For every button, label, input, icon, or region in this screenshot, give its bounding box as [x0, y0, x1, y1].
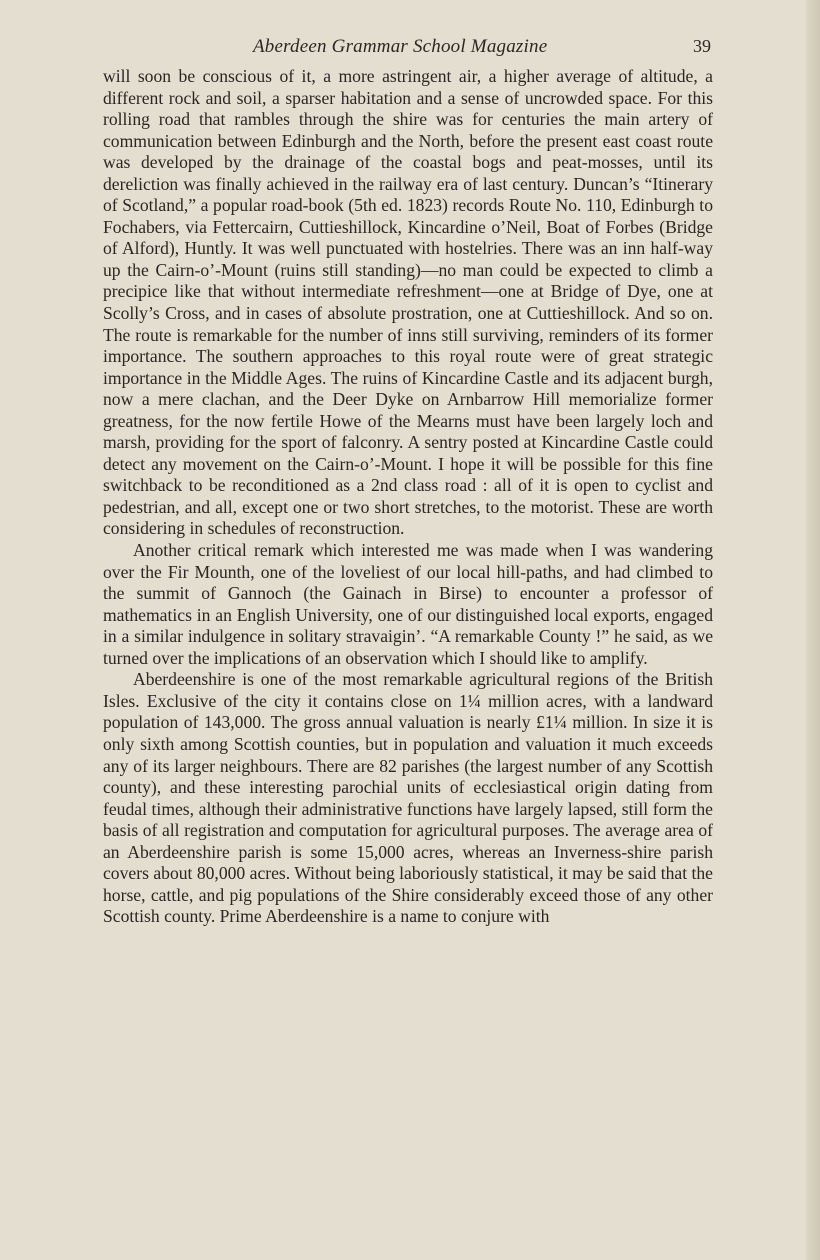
- running-title: Aberdeen Grammar School Magazine: [253, 36, 548, 57]
- page-header: [103, 36, 711, 64]
- paragraph-aberdeenshire: Aberdeenshire is one of the most remarkable agricultural regions of the British Isles. Exclusive of the city it contains close on 1¼ million acres, with a landward population of 143,000. The gross annual valuation is nearly £1¼ million. In size it is only sixth among Scottish counties, but in population and valuation it much exceeds any of its larger neighbours. There are 82 parishes (the largest number of any Scottish county), and these interesting parochial units of ecclesiastical origin dating from feudal times, although their administrative functions have largely lapsed, still form the basis of all registration and computation for agricultural purposes. The average area of an Aberdeenshire parish is some 15,000 acres, whereas an Inverness-shire parish covers about 80,000 acres. Without being laboriously statistical, it may be said that the horse, cattle, and pig populations of the Shire considerably exceed those of any other Scottish county. Prime Aberdeenshire is a name to conjure with: [103, 669, 713, 927]
- body-text: [103, 66, 713, 928]
- paragraph-fir-mounth: Another critical remark which interested me was made when I was wandering over the Fir Mounth, one of the loveliest of our local hill-paths, and had climbed to the summit of Gannoch (the Gainach in Birse) to encounter a professor of mathematics in an English University, one of our distinguished local exports, engaged in a similar indulgence in solitary stravaigin’. “A remarkable County !” he said, as we turned over the implications of an observation which I should like to amplify.: [103, 540, 713, 668]
- page-edge: [806, 0, 820, 1260]
- paragraph-continued: will soon be conscious of it, a more astringent air, a higher average of altitude, a different rock and soil, a sparser habitation and a sense of uncrowded space. For this rolling road that rambles through the shire was for centuries the main artery of communication between Edinburgh and the North, before the present east coast route was developed by the drainage of the coastal bogs and peat-mosses, until its dereliction was finally achieved in the railway era of last century. Duncan’s “Itinerary of Scotland,” a popular road-book (5th ed. 1823) records Route No. 110, Edinburgh to Fochabers, via Fettercairn, Cuttieshillock, Kincardine o’Neil, Boat of Forbes (Bridge of Alford), Huntly. It was well punctuated with hostelries. There was an inn half-way up the Cairn-o’-Mount (ruins still standing)—no man could be expected to climb a precipice like that without intermediate refreshment—one at Bridge of Dye, one at Scolly’s Cross, and in cases of absolute prostration, one at Cuttieshillock. And so on. The route is remarkable for the number of inns still surviving, reminders of its former importance. The southern approaches to this royal route were of great strategic importance in the Middle Ages. The ruins of Kincardine Castle and its adjacent burgh, now a mere clachan, and the Deer Dyke on Arnbarrow Hill memorialize former greatness, for the now fertile Howe of the Mearns must have been largely loch and marsh, providing for the sport of falconry. A sentry posted at Kincardine Castle could detect any movement on the Cairn-o’-Mount. I hope it will be possible for this fine switchback to be reconditioned as a 2nd class road : all of it is open to cyclist and pedestrian, and all, except one or two short stretches, to the motorist. These are worth considering in schedules of reconstruction.: [103, 66, 713, 539]
- page-number: 39: [693, 36, 711, 56]
